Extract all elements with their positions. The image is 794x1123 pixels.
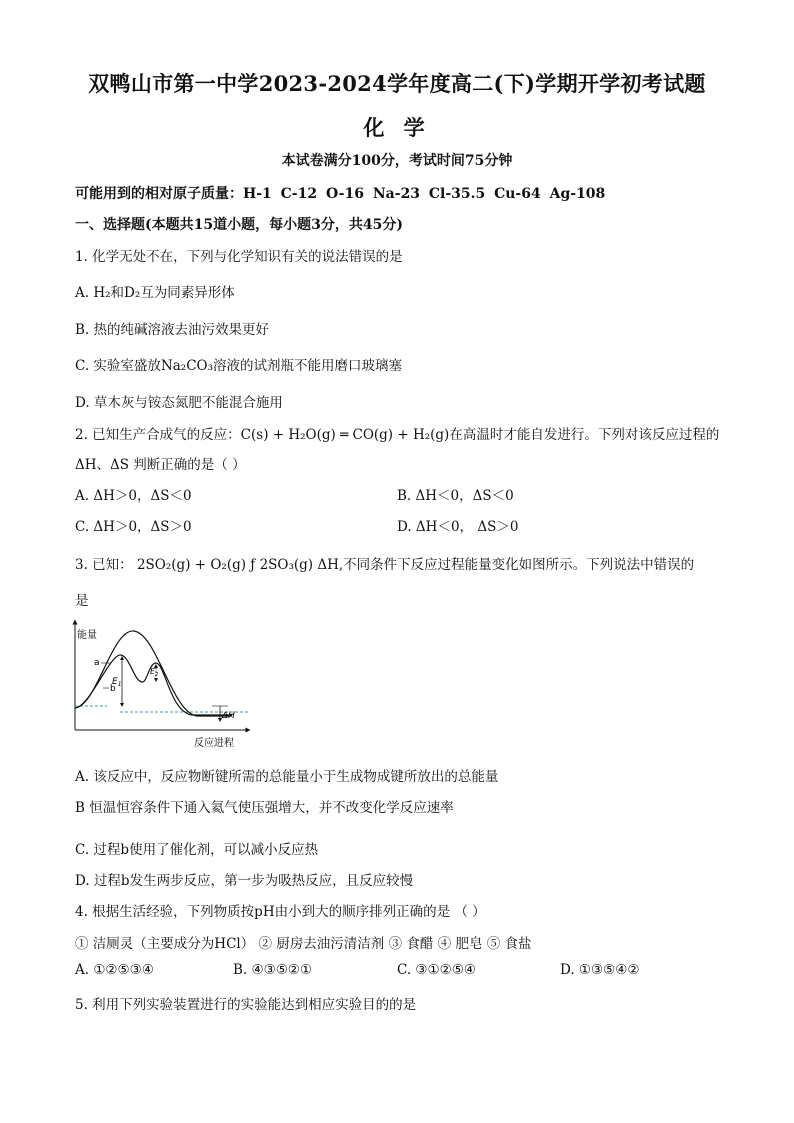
q3-option-c: C. 过程b使用了催化剂，可以减小反应热	[75, 842, 319, 858]
q3-option-b: B 恒温恒容条件下通入氦气使压强增大，并不改变化学反应速率	[75, 800, 454, 816]
label-e1: $E_1$	[112, 677, 122, 688]
q4-option-d: D. ①③⑤④②	[560, 962, 640, 978]
energy-diagram-svg	[72, 618, 252, 750]
energy-diagram	[72, 618, 252, 750]
x-axis-label: 反应进程	[194, 738, 234, 749]
atomic-masses: 可能用到的相对原子质量：H-1 C-12 O-16 Na-23 Cl-35.5 Cu-64 Ag-108	[75, 186, 606, 202]
y-axis-label: 能量	[77, 630, 97, 641]
q1-option-c: C. 实验室盛放Na₂CO₃溶液的试剂瓶不能用磨口玻璃塞	[75, 358, 403, 374]
label-b: b	[110, 684, 116, 694]
label-e2: $E_2$	[150, 667, 159, 678]
label-a: a	[94, 658, 100, 668]
q3-stem-line1: 3. 已知： 2SO₂(g) + O₂(g) ƒ 2SO₃(g) ΔH,不同条件下反应过程能量变化如图所示。下列说法中错误的	[75, 557, 695, 573]
q2-option-c: C. ΔH＞0，ΔS＞0	[75, 519, 192, 535]
q2-option-a: A. ΔH＞0，ΔS＜0	[75, 488, 192, 504]
q4-option-c: C. ③①②⑤④	[397, 962, 476, 978]
q2-stem-line2: ΔH、ΔS 判断正确的是（ ）	[75, 457, 246, 473]
q4-stem: 4. 根据生活经验，下列物质按pH由小到大的顺序排列正确的是 （ ）	[75, 904, 486, 920]
q2-option-b: B. ΔH＜0，ΔS＜0	[397, 488, 514, 504]
q4-items: ① 洁厕灵（主要成分为HCl） ② 厨房去油污清洁剂 ③ 食醋 ④ 肥皂 ⑤ 食盐	[75, 936, 532, 952]
q1-option-d: D. 草木灰与铵态氮肥不能混合施用	[75, 395, 283, 411]
section-title: 一、选择题(本题共15道小题，每小题3分，共45分)	[75, 217, 403, 233]
q3-option-d: D. 过程b发生两步反应，第一步为吸热反应，且反应较慢	[75, 873, 414, 889]
exam-title: 双鸭山市第一中学2023-2024学年度高二(下)学期开学初考试题	[88, 71, 706, 96]
q2-stem-line1: 2. 已知生产合成气的反应：C(s) + H₂O(g) ═ CO(g) + H₂(g)在高温时才能自发进行。下列对该反应过程的	[75, 427, 720, 443]
q1-option-b: B. 热的纯碱溶液去油污效果更好	[75, 322, 270, 338]
q4-option-a: A. ①②⑤③④	[75, 962, 154, 978]
q4-option-b: B. ④③⑤②①	[233, 962, 313, 978]
q1-option-a: A. H₂和D₂互为同素异形体	[75, 285, 235, 301]
exam-note: 本试卷满分100分，考试时间75分钟	[281, 153, 513, 169]
q3-stem-line2: 是	[75, 593, 89, 609]
label-dh: ΔH	[222, 711, 235, 721]
q2-option-d: D. ΔH＜0， ΔS＞0	[397, 519, 519, 535]
subject-title: 化 学	[363, 115, 431, 140]
q5-stem: 5. 利用下列实验装置进行的实验能达到相应实验目的的是	[75, 997, 417, 1013]
q3-option-a: A. 该反应中，反应物断键所需的总能量小于生成物成键所放出的总能量	[75, 769, 499, 785]
q1-stem: 1. 化学无处不在，下列与化学知识有关的说法错误的是	[75, 249, 403, 265]
